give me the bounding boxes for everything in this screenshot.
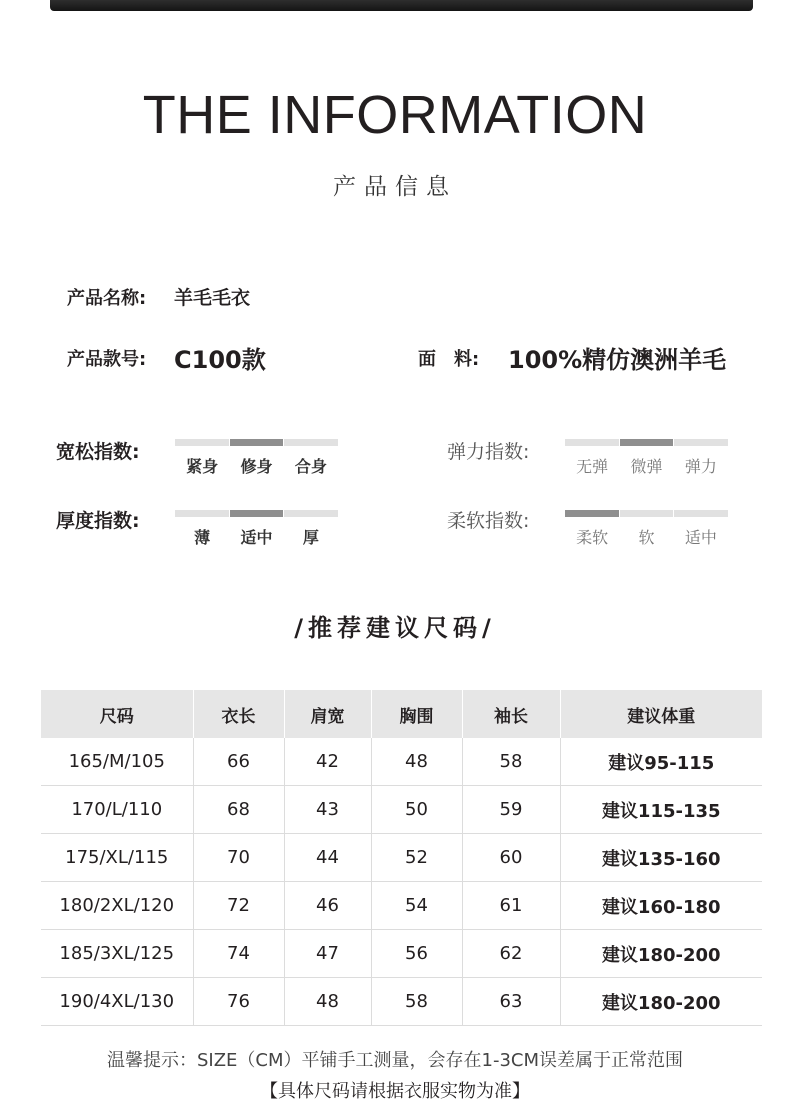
scale-option: 无弹 <box>576 457 609 476</box>
cell-length: 66 <box>193 738 284 786</box>
cell-length: 72 <box>193 882 284 930</box>
fit-index-scale <box>175 439 338 477</box>
table-row <box>41 882 762 930</box>
scale-segment-selected <box>230 510 284 517</box>
cell-sleeve: 59 <box>462 786 560 834</box>
page-title-cn: 产品信息 <box>333 174 457 200</box>
scale-segment-selected <box>620 439 674 446</box>
cell-size: 175/XL/115 <box>41 834 193 882</box>
scale-option: 柔软 <box>576 528 609 547</box>
scale-option: 合身 <box>294 457 327 476</box>
size-chart-table <box>41 690 762 1026</box>
scale-segment-selected <box>565 510 619 517</box>
cell-shoulder: 43 <box>284 786 371 834</box>
scale-option: 适中 <box>240 528 273 547</box>
product-name-label: 产品名称: <box>67 288 147 309</box>
header-shoulder: 肩宽 <box>284 690 371 738</box>
cell-chest: 56 <box>371 930 462 978</box>
size-chart-title: /推荐建议尺码/ <box>294 614 496 642</box>
elasticity-index-scale <box>565 439 728 477</box>
cell-shoulder: 47 <box>284 930 371 978</box>
scale-segment <box>284 439 338 446</box>
product-model-label: 产品款号: <box>67 349 147 370</box>
scale-option: 修身 <box>240 457 273 476</box>
cell-weight: 建议115-135 <box>560 786 762 834</box>
cell-sleeve: 58 <box>462 738 560 786</box>
cell-size: 170/L/110 <box>41 786 193 834</box>
softness-index-label: 柔软指数: <box>447 510 530 532</box>
cell-chest: 50 <box>371 786 462 834</box>
product-model-value: C100款 <box>174 346 266 374</box>
cell-chest: 52 <box>371 834 462 882</box>
fabric-label: 面 料: <box>418 349 480 370</box>
cell-sleeve: 61 <box>462 882 560 930</box>
cell-sleeve: 63 <box>462 978 560 1026</box>
scale-segment <box>175 439 229 446</box>
cell-size: 190/4XL/130 <box>41 978 193 1026</box>
scale-segment <box>674 510 728 517</box>
table-header-row <box>41 690 762 738</box>
cell-size: 185/3XL/125 <box>41 930 193 978</box>
table-row <box>41 738 762 786</box>
product-name-value: 羊毛毛衣 <box>174 287 251 309</box>
scale-segment <box>620 510 674 517</box>
cell-length: 68 <box>193 786 284 834</box>
cell-weight: 建议180-200 <box>560 930 762 978</box>
table-row <box>41 834 762 882</box>
scale-option: 紧身 <box>186 457 219 476</box>
cell-size: 180/2XL/120 <box>41 882 193 930</box>
scale-option: 适中 <box>684 528 717 547</box>
cell-chest: 48 <box>371 738 462 786</box>
fabric-value: 100%精仿澳洲羊毛 <box>508 346 727 374</box>
scale-option: 软 <box>638 528 655 547</box>
scale-segment <box>674 439 728 446</box>
fit-index-label: 宽松指数: <box>56 441 140 463</box>
scale-option: 薄 <box>194 528 211 547</box>
size-reference-note: 【具体尺码请根据衣服实物为准】 <box>260 1081 530 1102</box>
cell-sleeve: 62 <box>462 930 560 978</box>
measurement-tip: 温馨提示：SIZE（CM）平铺手工测量，会存在1-3CM误差属于正常范围 <box>106 1050 684 1071</box>
scale-segment <box>284 510 338 517</box>
elasticity-index-label: 弹力指数: <box>447 441 530 463</box>
scale-segment <box>565 439 619 446</box>
header-sleeve: 袖长 <box>462 690 560 738</box>
cell-weight: 建议160-180 <box>560 882 762 930</box>
thickness-index-scale <box>175 510 338 548</box>
product-photo-edge <box>50 0 753 11</box>
softness-index-scale <box>565 510 728 548</box>
cell-sleeve: 60 <box>462 834 560 882</box>
scale-segment <box>175 510 229 517</box>
cell-shoulder: 44 <box>284 834 371 882</box>
table-row <box>41 930 762 978</box>
table-row <box>41 786 762 834</box>
scale-option: 厚 <box>302 528 319 547</box>
scale-option: 微弹 <box>630 457 663 476</box>
cell-chest: 54 <box>371 882 462 930</box>
cell-weight: 建议135-160 <box>560 834 762 882</box>
scale-segment-selected <box>230 439 284 446</box>
header-size: 尺码 <box>41 690 193 738</box>
cell-weight: 建议180-200 <box>560 978 762 1026</box>
cell-size: 165/M/105 <box>41 738 193 786</box>
cell-shoulder: 42 <box>284 738 371 786</box>
header-length: 衣长 <box>193 690 284 738</box>
scale-option: 弹力 <box>684 457 717 476</box>
cell-length: 76 <box>193 978 284 1026</box>
table-row <box>41 978 762 1026</box>
thickness-index-label: 厚度指数: <box>56 510 140 532</box>
header-weight: 建议体重 <box>560 690 762 738</box>
page-title-en: THE INFORMATION <box>142 85 648 145</box>
cell-length: 74 <box>193 930 284 978</box>
cell-length: 70 <box>193 834 284 882</box>
cell-weight: 建议95-115 <box>560 738 762 786</box>
cell-chest: 58 <box>371 978 462 1026</box>
header-chest: 胸围 <box>371 690 462 738</box>
cell-shoulder: 48 <box>284 978 371 1026</box>
cell-shoulder: 46 <box>284 882 371 930</box>
